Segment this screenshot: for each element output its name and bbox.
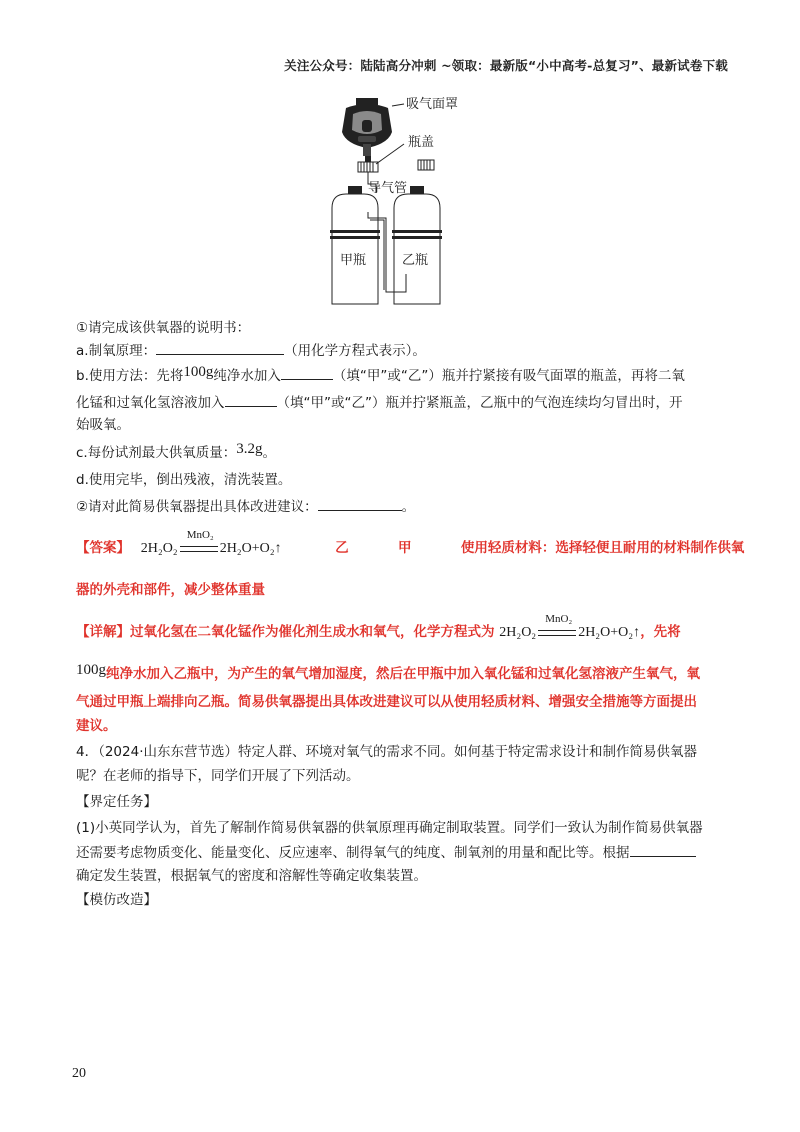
page-header: 关注公众号：陆陆高分冲刺 ~领取：最新版“小中高考-总复习”、最新试卷下载 (284, 58, 728, 73)
blank-a[interactable] (156, 340, 284, 355)
label-mask: 吸气面罩 (406, 96, 459, 111)
detail-equation: 2H₂O₂ MnO₂ 2H₂O+O₂↑ (499, 613, 641, 640)
q3-instruction: ①请完成该供氧器的说明书： (76, 320, 251, 336)
bottle-b-icon (392, 186, 442, 304)
answer-3-line2: 器的外壳和部件，减少整体重量 (76, 582, 265, 598)
q4-section-define: 【界定任务】 (76, 794, 157, 810)
q4-para1-line1: (1)小英同学认为，首先了解制作简易供氧器的供氧原理再确定制取装置。同学们一致认为制作简易供氧器 (76, 820, 703, 836)
mask-icon (342, 98, 392, 156)
q4-line2: 呢？在老师的指导下，同学们开展了下列活动。 (76, 768, 360, 784)
q3-item-d: d.使用完毕，倒出残液，清洗装置。 (76, 472, 292, 488)
q4-section-imitate: 【模仿改造】 (76, 892, 157, 908)
detail-line1: 【详解】过氧化氢在二氧化锰作为催化剂生成水和氧气，化学方程式为 2H₂O₂ MnO₂ 2H₂O+O₂↑，先将 (76, 622, 681, 643)
blank-b2[interactable] (225, 392, 277, 407)
answer-3-line1: 使用轻质材料：选择轻便且耐用的材料制作供氧 (460, 540, 745, 556)
page-number: 20 (72, 1066, 86, 1081)
blank-q4-1[interactable] (630, 842, 696, 857)
detail-line3: 气通过甲瓶上端排向乙瓶。简易供氧器提出具体改进建议可以从使用轻质材料、增强安全措施等方面提出 (76, 694, 697, 710)
q3-item-a: a.制氧原理： （用化学方程式表示）。 (76, 340, 426, 361)
q3-item-b-line2: 化锰和过氧化氢溶液加入 （填“甲”或“乙”）瓶并拧紧瓶盖，乙瓶中的气泡连续均匀冒出时，开 (76, 392, 682, 413)
bottle-a-icon (330, 186, 380, 304)
q3-item-b-line1: b.使用方法：先将100g纯净水加入 （填“甲”或“乙”）瓶并拧紧接有吸气面罩的瓶盖，再将二氧 (76, 364, 685, 384)
blank-e[interactable] (318, 496, 402, 511)
q3-item-e: ②请对此简易供氧器提出具体改进建议： 。 (76, 496, 415, 517)
answer-line1 (76, 529, 745, 559)
q4-para1-line2: 还需要考虑物质变化、能量变化、反应速率、制得氧气的纯度、制氧剂的用量和配比等。根据 (76, 842, 696, 863)
detail-tag: 【详解】 (76, 624, 130, 640)
label-bottle-a: 甲瓶 (340, 252, 367, 267)
q4-para1-line3: 确定发生装置，根据氧气的密度和溶解性等确定收集装置。 (76, 868, 427, 884)
answer-tag: 【答案】 (76, 540, 130, 556)
oxygen-apparatus-figure (320, 92, 480, 310)
q3-item-c: c.每份试剂最大供氧质量：3.2g。 (76, 441, 276, 461)
label-tube: 导气管 (368, 180, 408, 195)
detail-line4: 建议。 (76, 718, 117, 734)
blank-b1[interactable] (281, 365, 333, 380)
label-bottle-b: 乙瓶 (402, 252, 429, 267)
answer-2: 甲 (398, 540, 412, 556)
q4-line1: 4．（2024·山东东营节选）特定人群、环境对氧气的需求不同。如何基于特定需求设计和制作简易供氧器 (76, 744, 697, 760)
detail-line2: 100g纯净水加入乙瓶中，为产生的氧气增加湿度，然后在甲瓶中加入氧化锰和过氧化氢溶液产生氧气，氧 (76, 662, 700, 682)
label-cap: 瓶盖 (408, 134, 435, 149)
answer-1: 乙 (335, 540, 349, 556)
q3-item-b-line3: 始吸氧。 (76, 417, 130, 433)
answer-equation: 2H₂O₂ MnO₂ 2H₂O+O₂↑ (140, 529, 282, 556)
